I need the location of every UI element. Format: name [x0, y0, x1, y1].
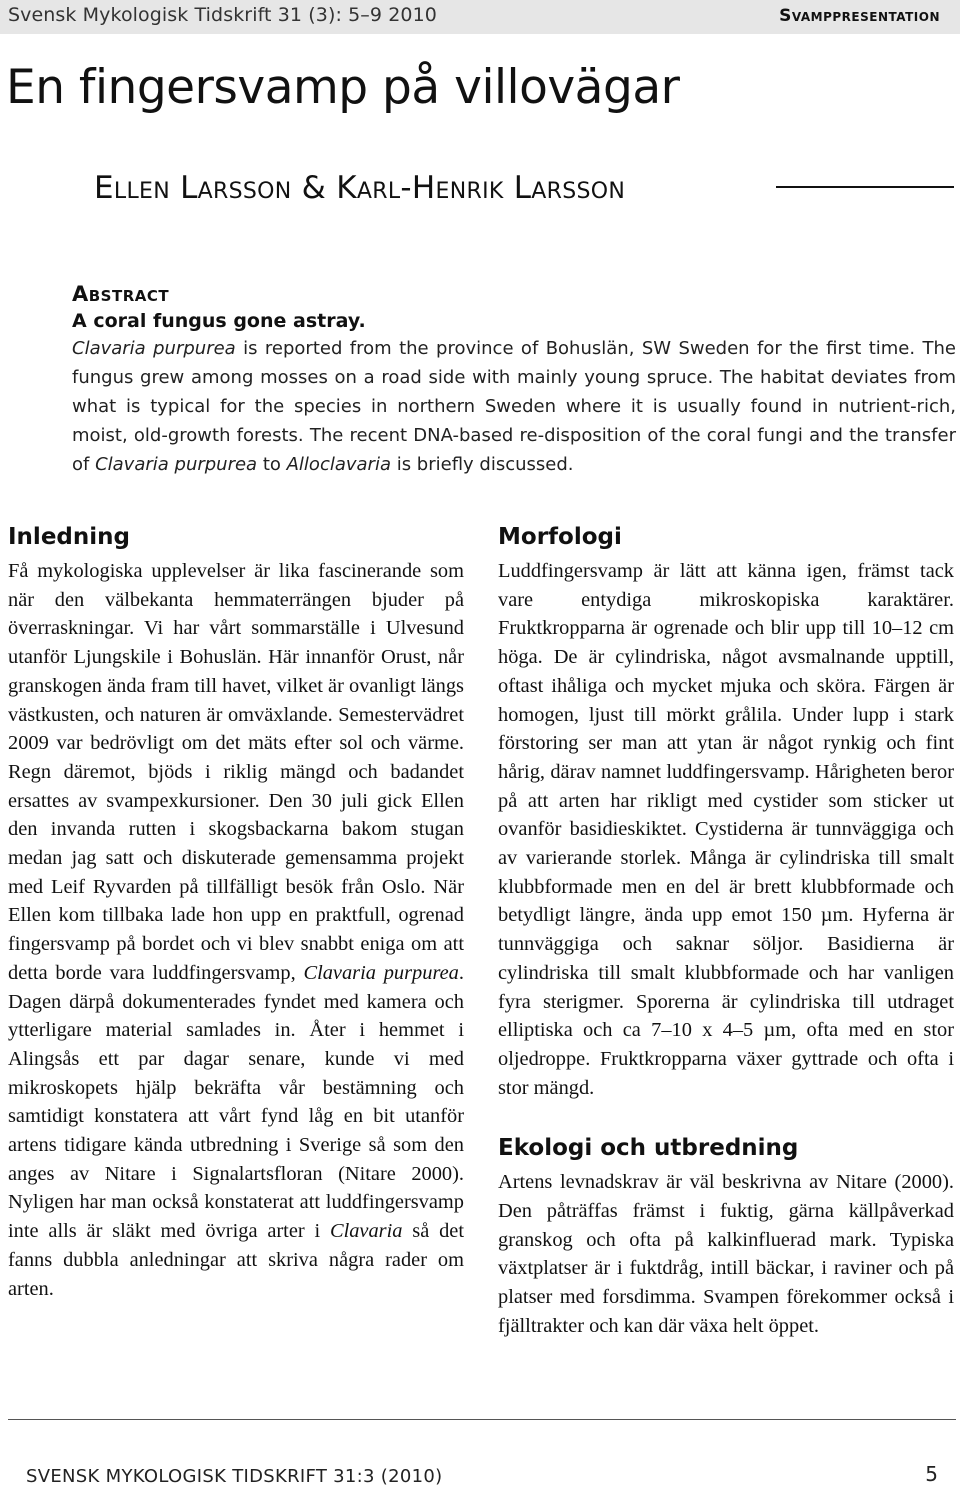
abstract-text-3: is briefly discussed. [390, 454, 574, 475]
article-authors: Ellen Larsson & Karl-Henrik Larsson [94, 170, 626, 206]
inledning-text-1: Få mykologiska upplevelser är lika fascinerande som när den välbekanta hemmaterrängen bjuder på överraskningar. Vi har vårt sommarställe i Ulvesund utanför Ljungskile i Bohuslän. Här innanför Orust, når granskogen ända fram till havet, vilket är ovanligt längs västkusten, och naturen är omväxlande. Semestervädret 2009 var bedrövligt om det mäts efter sol och värme. Regn däremot, bjöds i riklig mängd och badandet ersattes av svampexkursioner. Den 30 juli gick Ellen den invanda rutten i skogsbackarna bakom stugan medan jag satt och diskuterade gemensamma projekt med Leif Ryvarden på tillfälligt besök från Oslo. När Ellen kom tillbaka lade hon upp en praktfull, ogrenad fingersvamp på bordet och vi blev snabbt eniga om att detta borde vara luddfingersvamp, [8, 560, 464, 984]
right-column [498, 521, 954, 1341]
abstract-text-1: is reported from the province of Bohuslän, SW Sweden for the first time. The fungus grew among mosses on a road side with mainly young spruce. The habitat deviates from what is typical for the species in northern Sweden where it is usually found in nutrient-rich, moist, old-growth forests. The recent DNA-based re-disposition of the coral fungi and the transfer of [72, 338, 956, 475]
paragraph-inledning [8, 557, 464, 1303]
paragraph-ekologi: Artens levnadskrav är väl beskrivna av Nitare (2000). Den påträffas främst i fuktig, gärna källpåverkad granskog och ofta på kalkinfluerad mark. Typiska växtplatser är i fuktdråg, intill bäckar, i raviner och på platser med forsdimma. Svampen förekommer också i fjälltrakter och kan där växa helt öppet. [498, 1171, 954, 1337]
abstract-text [72, 334, 956, 479]
abstract-text-2: to [257, 454, 287, 475]
inledning-species: Clavaria purpurea [303, 961, 459, 984]
inledning-genus: Clavaria [329, 1220, 403, 1243]
footer-rule [8, 1419, 956, 1420]
left-column [8, 521, 464, 1303]
abstract-subtitle: A coral fungus gone astray. [72, 310, 366, 332]
inledning-text-2: . Dagen därpå dokumenterades fyndet med kamera och ytterligare material samlades in. Åter i hemmet i Alingsås ett par dagar senare, kunde vi med mikroskopets hjälp bekräfta vår bestämning och samtidigt konstatera att vårt fynd låg en bit utanför artens tidigare kända utbredning i Sverige så som den anges av Nitare i Signalartsfloran (Nitare 2000). Nyligen har man också konstaterat att luddfingersvamp inte alls är släkt med övriga arter i [8, 961, 464, 1243]
section-label: Svamppresentation [779, 6, 940, 26]
paragraph-morfologi: Luddfingersvamp är lätt att känna igen, främst tack vare entydiga mikroskopiska karaktärer. Fruktkropparna är ogrenade och blir upp till 10–12 cm höga. De är cylindriska, något avsmalnande upptill, oftast ihåliga och mycket mjuka och sköra. Färgen är homogen, ljust till mörkt grålila. Under lupp i stark förstoring ser man att ytan är något rynkig och fint hårig, därav namnet luddfingersvamp. Hårigheten beror på att arten har rikligt med cystider som sticker ut ovanför basidieskiktet. Cystiderna är tunnväggiga och av varierande storlek. Många är cylindriska till smalt klubbformade men en del är brett klubbformade och betydligt längre, ända upp emot 150 µm. Hyferna är tunnväggiga och saknar söljor. Basidierna är cylindriska till smalt klubbformade och har vanligen fyra sterigmer. Sporerna är cylindriska till utdraget elliptiska och ca 7–10 x 4–5 µm, ofta med en stor oljedroppe. Fruktkropparna växer gyttrade och ofta i stor mängd. [498, 560, 954, 1099]
abstract-species-2: Clavaria purpurea [95, 454, 258, 475]
heading-ekologi: Ekologi och utbredning [498, 1135, 799, 1162]
abstract-species-1: Clavaria purpurea [72, 338, 236, 359]
footer-journal: SVENSK MYKOLOGISK TIDSKRIFT 31:3 (2010) [26, 1466, 443, 1487]
header-bar [0, 0, 960, 34]
abstract [72, 280, 956, 479]
heading-inledning: Inledning [8, 524, 130, 550]
page-number: 5 [925, 1462, 938, 1486]
author-rule [776, 186, 954, 188]
journal-reference: Svensk Mykologisk Tidskrift 31 (3): 5–9 2010 [8, 4, 437, 26]
abstract-heading: Abstract [72, 282, 170, 306]
abstract-genus: Alloclavaria [286, 454, 391, 475]
inledning-text-3: så det fanns dubbla anledningar att skriva några rader om arten. [8, 1220, 465, 1300]
heading-morfologi: Morfologi [498, 524, 622, 550]
article-title: En fingersvamp på villovägar [6, 60, 680, 115]
